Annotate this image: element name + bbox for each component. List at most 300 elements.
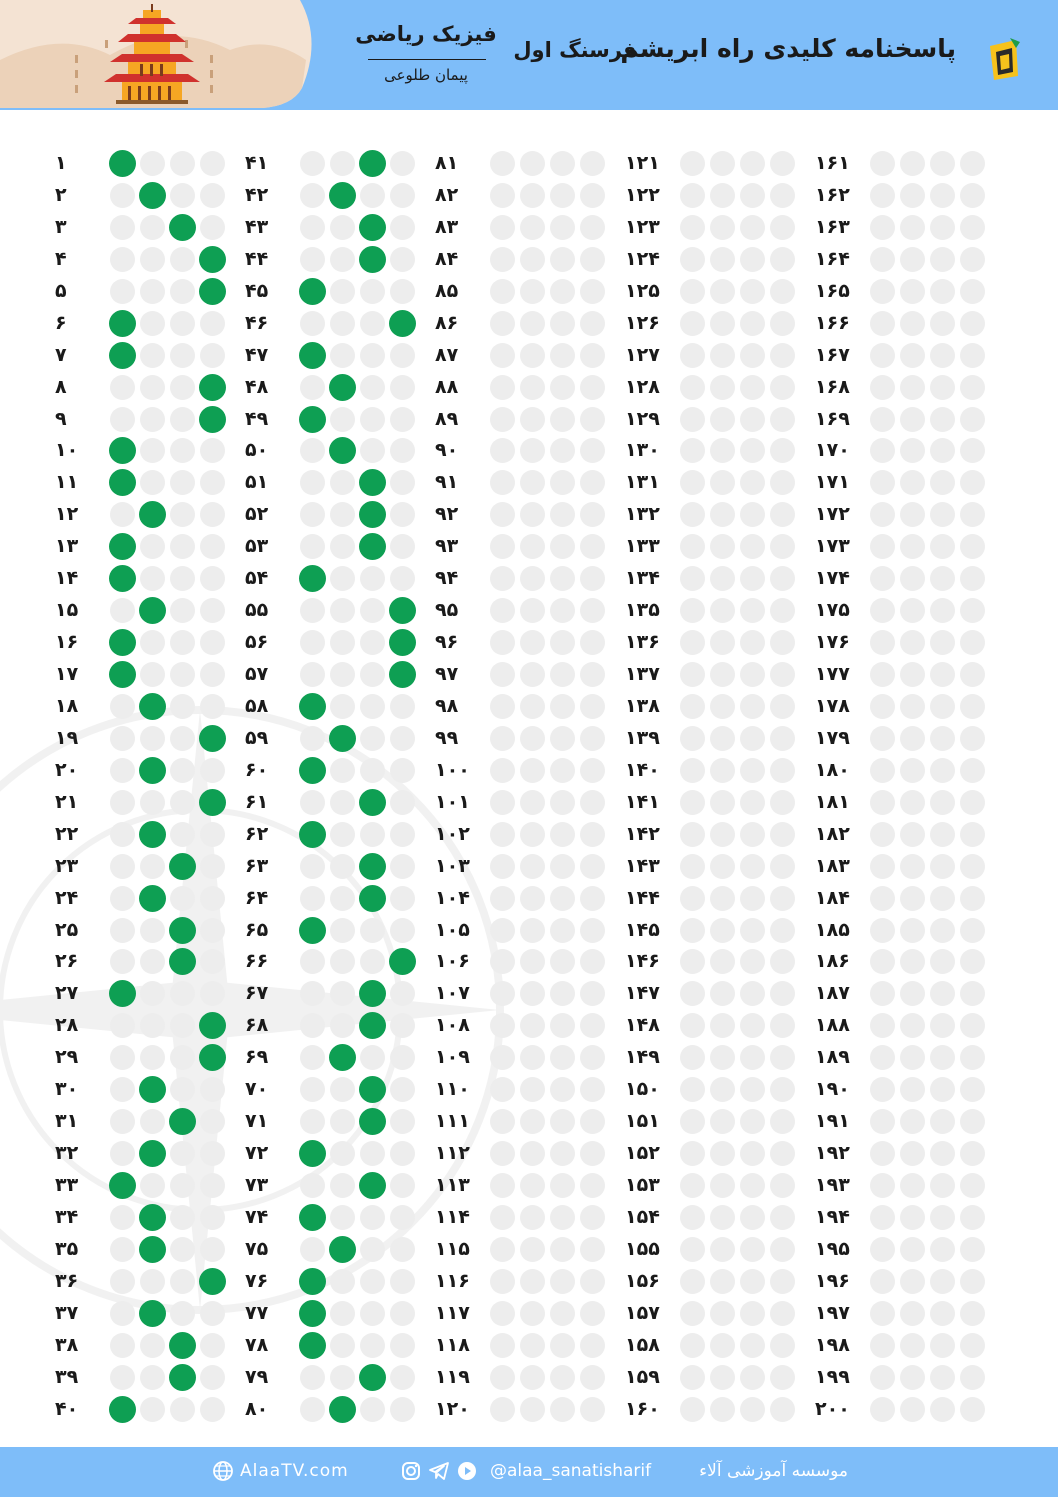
- answer-bubble: [680, 822, 705, 847]
- answer-row: [435, 883, 625, 915]
- answer-bubble: [770, 534, 795, 559]
- question-number: ۱۵۴: [625, 1205, 660, 1228]
- answer-bubble: [330, 1365, 355, 1390]
- answer-column: [625, 148, 815, 1426]
- answer-bubble: [140, 1173, 165, 1198]
- answer-row: [55, 180, 245, 212]
- answer-bubble: [740, 1365, 765, 1390]
- answer-bubble: [550, 1045, 575, 1070]
- answer-row: [55, 659, 245, 691]
- answer-bubble: [680, 1077, 705, 1102]
- answer-bubble: [900, 375, 925, 400]
- answer-row: [815, 883, 1005, 915]
- answer-row: [55, 946, 245, 978]
- answer-column: [815, 148, 1005, 1426]
- question-number: ۷۹: [245, 1365, 269, 1388]
- question-number: ۶۰: [245, 758, 269, 781]
- answer-bubble: [770, 662, 795, 687]
- institute-name: موسسه آموزشی آلاء: [699, 1461, 848, 1481]
- answer-bubble: [580, 1237, 605, 1262]
- answer-bubble: [110, 822, 135, 847]
- answer-bubble: [140, 247, 165, 272]
- answer-bubble: [770, 598, 795, 623]
- answer-row: [815, 404, 1005, 436]
- answer-bubble: [390, 1301, 415, 1326]
- answer-bubble-selected: [359, 533, 386, 560]
- answer-bubble: [770, 1301, 795, 1326]
- answer-bubble: [490, 375, 515, 400]
- answer-bubble-selected: [199, 278, 226, 305]
- answer-bubble: [330, 630, 355, 655]
- answer-bubble: [710, 343, 735, 368]
- question-number: ۳۴: [55, 1205, 79, 1228]
- answer-bubble: [390, 438, 415, 463]
- answer-bubble: [870, 1045, 895, 1070]
- question-number: ۴۶: [245, 311, 269, 334]
- answer-bubble: [170, 662, 195, 687]
- answer-bubble: [680, 1333, 705, 1358]
- answer-bubble: [330, 311, 355, 336]
- answer-bubble: [770, 566, 795, 591]
- answer-bubble: [580, 630, 605, 655]
- answer-row: [435, 308, 625, 340]
- question-number: ۱۳۲: [625, 503, 660, 526]
- answer-bubble: [770, 1173, 795, 1198]
- answer-bubble: [900, 726, 925, 751]
- answer-bubble-selected: [199, 1044, 226, 1071]
- answer-bubble: [960, 470, 985, 495]
- answer-bubble: [490, 1237, 515, 1262]
- answer-bubble: [140, 918, 165, 943]
- question-number: ۱۸۸: [815, 1014, 850, 1037]
- answer-bubble: [300, 247, 325, 272]
- answer-bubble: [960, 375, 985, 400]
- answer-bubble: [900, 790, 925, 815]
- answer-bubble: [550, 1013, 575, 1038]
- question-number: ۳۱: [55, 1110, 79, 1133]
- answer-bubble: [870, 630, 895, 655]
- answer-row: [625, 819, 815, 851]
- answer-bubble: [900, 1269, 925, 1294]
- answer-bubble: [770, 502, 795, 527]
- question-number: ۱۶۱: [815, 152, 850, 174]
- answer-bubble: [740, 311, 765, 336]
- answer-bubble: [900, 1397, 925, 1422]
- question-number: ۳۷: [55, 1301, 79, 1324]
- answer-row: [815, 1298, 1005, 1330]
- answer-bubble: [390, 215, 415, 240]
- answer-bubble: [900, 502, 925, 527]
- answer-bubble: [330, 886, 355, 911]
- answer-bubble: [390, 1397, 415, 1422]
- answer-bubble: [580, 279, 605, 304]
- answer-bubble: [330, 790, 355, 815]
- answer-row: [815, 276, 1005, 308]
- answer-row: [435, 531, 625, 563]
- answer-bubble: [200, 598, 225, 623]
- answer-bubble: [960, 1237, 985, 1262]
- question-number: ۱۴۱: [625, 790, 660, 813]
- question-number: ۹۰: [435, 439, 459, 462]
- question-number: ۸۳: [435, 215, 459, 238]
- answer-bubble: [110, 1045, 135, 1070]
- answer-bubble: [580, 949, 605, 974]
- answer-bubble: [170, 1077, 195, 1102]
- answer-row: [55, 595, 245, 627]
- question-number: ۲۷: [55, 982, 79, 1005]
- answer-bubble: [490, 1045, 515, 1070]
- answer-bubble: [490, 854, 515, 879]
- answer-bubble-selected: [299, 1300, 326, 1327]
- answer-row: [815, 627, 1005, 659]
- answer-bubble: [770, 1077, 795, 1102]
- answer-bubble: [930, 694, 955, 719]
- answer-bubble: [680, 1237, 705, 1262]
- question-number: ۸۹: [435, 407, 459, 430]
- answer-bubble: [930, 215, 955, 240]
- answer-bubble: [680, 918, 705, 943]
- answer-bubble: [550, 598, 575, 623]
- answer-bubble-selected: [299, 278, 326, 305]
- answer-row: [435, 978, 625, 1010]
- answer-row: [245, 755, 435, 787]
- answer-bubble: [770, 1397, 795, 1422]
- answer-bubble: [960, 534, 985, 559]
- answer-bubble: [140, 279, 165, 304]
- answer-bubble: [900, 662, 925, 687]
- question-number: ۶۹: [245, 1046, 269, 1069]
- answer-bubble: [490, 1013, 515, 1038]
- answer-row: [625, 180, 815, 212]
- answer-bubble: [170, 886, 195, 911]
- answer-row: [55, 978, 245, 1010]
- answer-bubble: [710, 726, 735, 751]
- answer-row: [815, 1202, 1005, 1234]
- answer-bubble: [930, 1013, 955, 1038]
- answer-row: [55, 755, 245, 787]
- answer-bubble-selected: [169, 214, 196, 241]
- answer-bubble-selected: [359, 246, 386, 273]
- answer-bubble: [110, 1077, 135, 1102]
- answer-bubble: [550, 1237, 575, 1262]
- answer-bubble: [870, 151, 895, 176]
- answer-bubble: [390, 726, 415, 751]
- answer-bubble: [140, 726, 165, 751]
- answer-row: [625, 1138, 815, 1170]
- website-link[interactable]: AlaaTV.com: [240, 1461, 349, 1481]
- answer-bubble: [170, 375, 195, 400]
- answer-bubble-selected: [109, 565, 136, 592]
- answer-bubble-selected: [109, 342, 136, 369]
- answer-row: [435, 1138, 625, 1170]
- answer-bubble: [930, 1205, 955, 1230]
- answer-bubble: [740, 598, 765, 623]
- answer-bubble: [960, 151, 985, 176]
- answer-bubble: [960, 343, 985, 368]
- aparat-icon[interactable]: [456, 1460, 478, 1482]
- instagram-icon[interactable]: [400, 1460, 422, 1482]
- answer-bubble-selected: [109, 661, 136, 688]
- answer-bubble-selected: [169, 917, 196, 944]
- question-number: ۶۶: [245, 950, 269, 973]
- answer-bubble: [520, 1301, 545, 1326]
- question-number: ۱۷۱: [815, 471, 850, 494]
- answer-column: [435, 148, 625, 1426]
- answer-bubble-selected: [389, 310, 416, 337]
- answer-bubble: [580, 854, 605, 879]
- answer-bubble: [680, 1013, 705, 1038]
- answer-bubble: [110, 949, 135, 974]
- answer-bubble-selected: [199, 374, 226, 401]
- answer-bubble: [550, 1141, 575, 1166]
- teacher-name: پیمان طلوعی: [384, 66, 468, 84]
- answer-bubble-selected: [299, 821, 326, 848]
- question-number: ۵۸: [245, 694, 269, 717]
- answer-bubble: [930, 981, 955, 1006]
- answer-bubble: [930, 502, 955, 527]
- answer-bubble: [960, 662, 985, 687]
- question-number: ۷: [55, 343, 67, 366]
- answer-bubble: [300, 630, 325, 655]
- answer-bubble: [930, 534, 955, 559]
- answer-bubble: [520, 694, 545, 719]
- question-number: ۸۷: [435, 343, 459, 366]
- answer-bubble: [900, 1109, 925, 1134]
- answer-bubble: [710, 1237, 735, 1262]
- answer-bubble: [390, 854, 415, 879]
- answer-bubble: [900, 247, 925, 272]
- question-number: ۸۶: [435, 311, 459, 334]
- answer-bubble: [710, 470, 735, 495]
- question-number: ۴۲: [245, 183, 269, 206]
- answer-row: [815, 467, 1005, 499]
- answer-bubble: [170, 1141, 195, 1166]
- question-number: ۱۱۰: [435, 1078, 470, 1101]
- answer-bubble: [870, 311, 895, 336]
- answer-bubble: [900, 694, 925, 719]
- answer-bubble: [870, 1333, 895, 1358]
- answer-bubble: [550, 694, 575, 719]
- answer-bubble: [170, 279, 195, 304]
- answer-bubble: [490, 1397, 515, 1422]
- answer-bubble: [140, 311, 165, 336]
- answer-bubble: [550, 215, 575, 240]
- answer-bubble: [930, 662, 955, 687]
- question-number: ۱۶۹: [815, 407, 850, 430]
- answer-row: [245, 659, 435, 691]
- answer-bubble: [580, 694, 605, 719]
- answer-bubble: [740, 247, 765, 272]
- answer-bubble-selected: [299, 406, 326, 433]
- answer-bubble: [900, 343, 925, 368]
- answer-bubble: [680, 343, 705, 368]
- answer-bubble: [300, 375, 325, 400]
- answer-bubble: [740, 726, 765, 751]
- answer-bubble: [770, 1205, 795, 1230]
- answer-bubble: [520, 1013, 545, 1038]
- answer-bubble: [960, 311, 985, 336]
- question-number: ۱۲۶: [625, 311, 660, 334]
- question-number: ۱۱: [55, 471, 79, 494]
- answer-bubble: [110, 1205, 135, 1230]
- answer-bubble: [930, 438, 955, 463]
- answer-row: [245, 244, 435, 276]
- answer-bubble: [710, 1045, 735, 1070]
- question-number: ۱۷۸: [815, 694, 850, 717]
- answer-row: [245, 1234, 435, 1266]
- answer-row: [815, 1234, 1005, 1266]
- answer-row: [435, 1010, 625, 1042]
- question-number: ۵۳: [245, 535, 269, 558]
- telegram-icon[interactable]: [428, 1460, 450, 1482]
- answer-bubble: [300, 311, 325, 336]
- answer-bubble: [580, 981, 605, 1006]
- answer-bubble: [550, 758, 575, 783]
- answer-bubble-selected: [169, 1108, 196, 1135]
- answer-row: [435, 627, 625, 659]
- question-number: ۱۲۴: [625, 247, 660, 270]
- question-number: ۹: [55, 407, 67, 430]
- question-number: ۹۶: [435, 631, 459, 654]
- answer-row: [245, 467, 435, 499]
- answer-bubble: [770, 151, 795, 176]
- social-handle[interactable]: @alaa_sanatisharif: [490, 1461, 652, 1481]
- answer-bubble: [960, 949, 985, 974]
- answer-bubble: [550, 1109, 575, 1134]
- answer-bubble: [330, 1173, 355, 1198]
- answer-bubble: [200, 758, 225, 783]
- answer-bubble: [870, 407, 895, 432]
- question-number: ۱۶۳: [815, 215, 850, 238]
- answer-bubble: [140, 630, 165, 655]
- answer-row: [815, 978, 1005, 1010]
- question-number: ۷۲: [245, 1142, 269, 1165]
- answer-bubble-selected: [329, 374, 356, 401]
- answer-bubble-selected: [169, 1364, 196, 1391]
- answer-row: [625, 978, 815, 1010]
- answer-row: [625, 1106, 815, 1138]
- answer-bubble: [740, 886, 765, 911]
- alaa-logo-icon: [986, 38, 1022, 82]
- answer-bubble: [710, 949, 735, 974]
- answer-row: [245, 1202, 435, 1234]
- question-number: ۱۰۸: [435, 1014, 470, 1037]
- answer-bubble: [550, 1397, 575, 1422]
- answer-bubble-selected: [299, 1204, 326, 1231]
- question-number: ۱۴۰: [625, 758, 660, 781]
- question-number: ۵: [55, 279, 67, 302]
- answer-bubble: [680, 1205, 705, 1230]
- answer-bubble: [300, 1077, 325, 1102]
- answer-bubble: [680, 949, 705, 974]
- answer-bubble: [490, 726, 515, 751]
- answer-bubble: [870, 981, 895, 1006]
- question-number: ۴۱: [245, 152, 269, 174]
- answer-bubble: [680, 215, 705, 240]
- question-number: ۵۵: [245, 599, 269, 622]
- answer-row: [55, 308, 245, 340]
- answer-bubble: [490, 1205, 515, 1230]
- answer-bubble: [300, 502, 325, 527]
- answer-bubble: [550, 886, 575, 911]
- answer-bubble: [390, 247, 415, 272]
- answer-bubble: [900, 758, 925, 783]
- answer-bubble: [200, 311, 225, 336]
- answer-row: [815, 563, 1005, 595]
- answer-bubble: [740, 407, 765, 432]
- answer-bubble-selected: [299, 565, 326, 592]
- answer-bubble-selected: [359, 1012, 386, 1039]
- question-number: ۱۰۲: [435, 822, 470, 845]
- question-number: ۱۷۳: [815, 535, 850, 558]
- answer-bubble: [200, 1141, 225, 1166]
- answer-bubble: [710, 1365, 735, 1390]
- answer-row: [55, 851, 245, 883]
- answer-row: [815, 659, 1005, 691]
- answer-bubble: [550, 566, 575, 591]
- answer-row: [55, 435, 245, 467]
- answer-bubble: [390, 822, 415, 847]
- answer-bubble: [900, 949, 925, 974]
- answer-bubble-selected: [359, 853, 386, 880]
- answer-bubble: [960, 566, 985, 591]
- question-number: ۱۴۸: [625, 1014, 660, 1037]
- answer-bubble: [710, 1301, 735, 1326]
- answer-bubble: [110, 1301, 135, 1326]
- answer-bubble: [680, 566, 705, 591]
- answer-bubble: [490, 1077, 515, 1102]
- answer-bubble: [550, 343, 575, 368]
- answer-row: [815, 244, 1005, 276]
- answer-bubble: [110, 183, 135, 208]
- answer-row: [625, 1042, 815, 1074]
- answer-bubble: [960, 854, 985, 879]
- answer-row: [245, 1010, 435, 1042]
- answer-bubble: [140, 981, 165, 1006]
- answer-bubble: [360, 1205, 385, 1230]
- answer-bubble: [740, 918, 765, 943]
- answer-bubble: [110, 1237, 135, 1262]
- answer-bubble: [960, 598, 985, 623]
- answer-row: [245, 627, 435, 659]
- answer-row: [625, 883, 815, 915]
- answer-row: [245, 1138, 435, 1170]
- question-number: ۱۱۶: [435, 1269, 470, 1292]
- answer-bubble: [900, 566, 925, 591]
- answer-row: [435, 404, 625, 436]
- answer-bubble: [870, 1173, 895, 1198]
- answer-row: [815, 723, 1005, 755]
- answer-bubble: [360, 694, 385, 719]
- answer-bubble: [770, 854, 795, 879]
- question-number: ۹۳: [435, 535, 459, 558]
- answer-bubble: [870, 758, 895, 783]
- answer-row: [625, 755, 815, 787]
- answer-bubble: [110, 758, 135, 783]
- answer-bubble: [520, 758, 545, 783]
- answer-row: [815, 1010, 1005, 1042]
- answer-bubble: [770, 1013, 795, 1038]
- answer-bubble: [960, 1077, 985, 1102]
- answer-bubble: [550, 502, 575, 527]
- answer-bubble: [520, 598, 545, 623]
- answer-bubble: [900, 470, 925, 495]
- answer-bubble: [960, 407, 985, 432]
- answer-bubble: [740, 1237, 765, 1262]
- answer-bubble-selected: [359, 150, 386, 177]
- answer-row: [625, 627, 815, 659]
- answer-bubble: [330, 407, 355, 432]
